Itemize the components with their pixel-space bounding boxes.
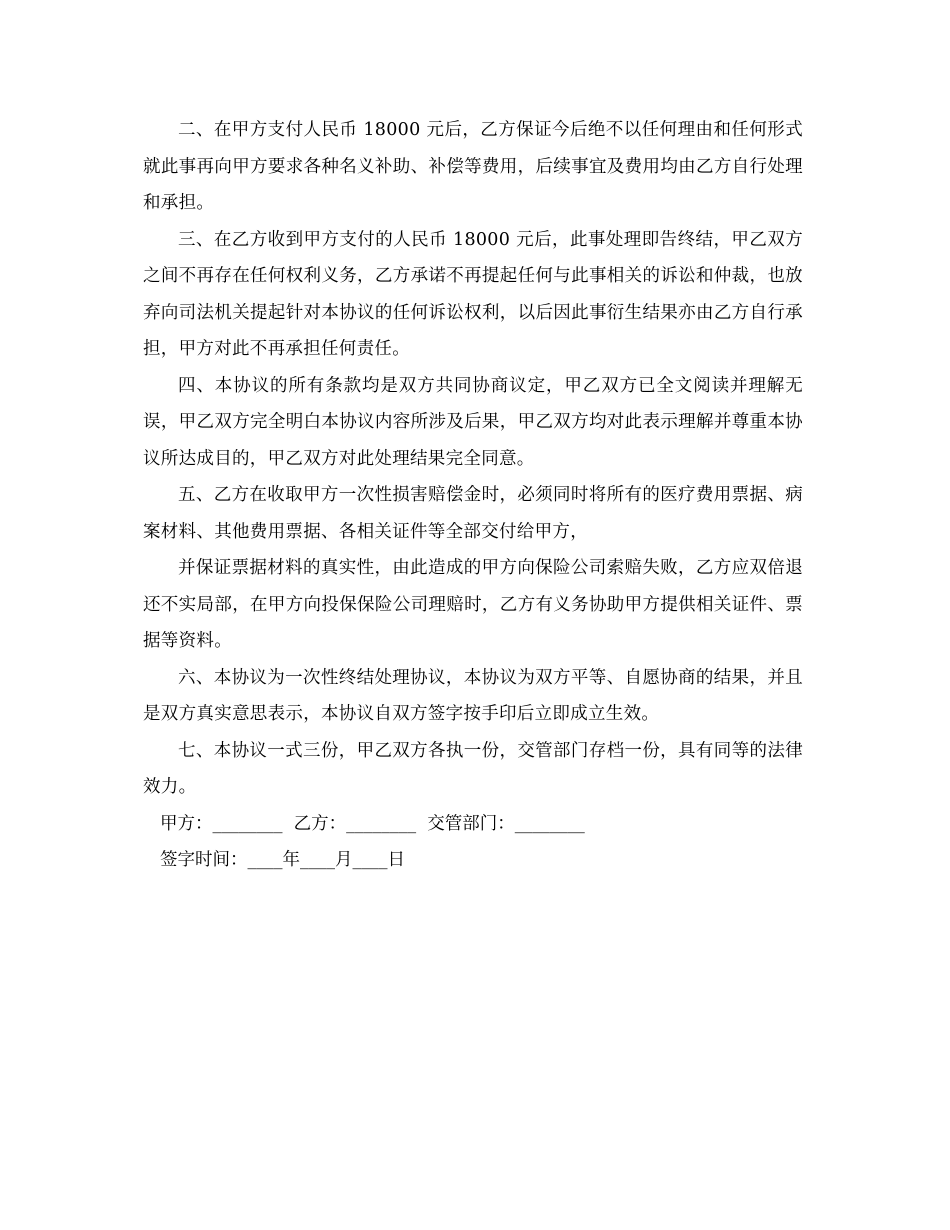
clause-3: 三、在乙方收到甲方支付的人民币 18000 元后，此事处理即告终结，甲乙双方之间不再存在任何权利义务，乙方承诺不再提起任何与此事相关的诉讼和仲裁，也放弃向司法机关提起针对本协议的任何诉讼权利，以后因此事衍生结果亦由乙方自行承担，甲方对此不再承担任何责任。: [143, 229, 803, 359]
clause-2: 二、在甲方支付人民币 18000 元后，乙方保证今后绝不以任何理由和任何形式就此事再向甲方要求各种名义补助、补偿等费用，后续事宜及费用均由乙方自行处理和承担。: [143, 120, 803, 213]
clause-6: 六、本协议为一次性终结处理协议，本协议为双方平等、自愿协商的结果，并且是双方真实意思表示，本协议自双方签字按手印后立即成立生效。: [143, 667, 803, 724]
signature-line: 甲方：________ 乙方：________ 交管部门：________: [160, 813, 585, 834]
clause-5: 五、乙方在收取甲方一次性损害赔偿金时，必须同时将所有的医疗费用票据、病案材料、其他费用票据、各相关证件等全部交付给甲方，: [143, 485, 803, 542]
signing-date-line: 签字时间：____年____月____日: [160, 850, 405, 870]
clause-7: 七、本协议一式三份，甲乙双方各执一份，交管部门存档一份，具有同等的法律效力。: [143, 740, 803, 797]
clause-5-continued: 并保证票据材料的真实性，由此造成的甲方向保险公司索赔失败，乙方应双倍退还不实局部，在甲方向投保保险公司理赔时，乙方有义务协助甲方提供相关证件、票据等资料。: [143, 558, 803, 651]
clause-4: 四、本协议的所有条款均是双方共同协商议定，甲乙双方已全文阅读并理解无误，甲乙双方完全明白本协议内容所涉及后果，甲乙双方均对此表示理解并尊重本协议所达成目的，甲乙双方对此处理结果完全同意。: [143, 375, 803, 469]
document-body: [143, 112, 803, 879]
